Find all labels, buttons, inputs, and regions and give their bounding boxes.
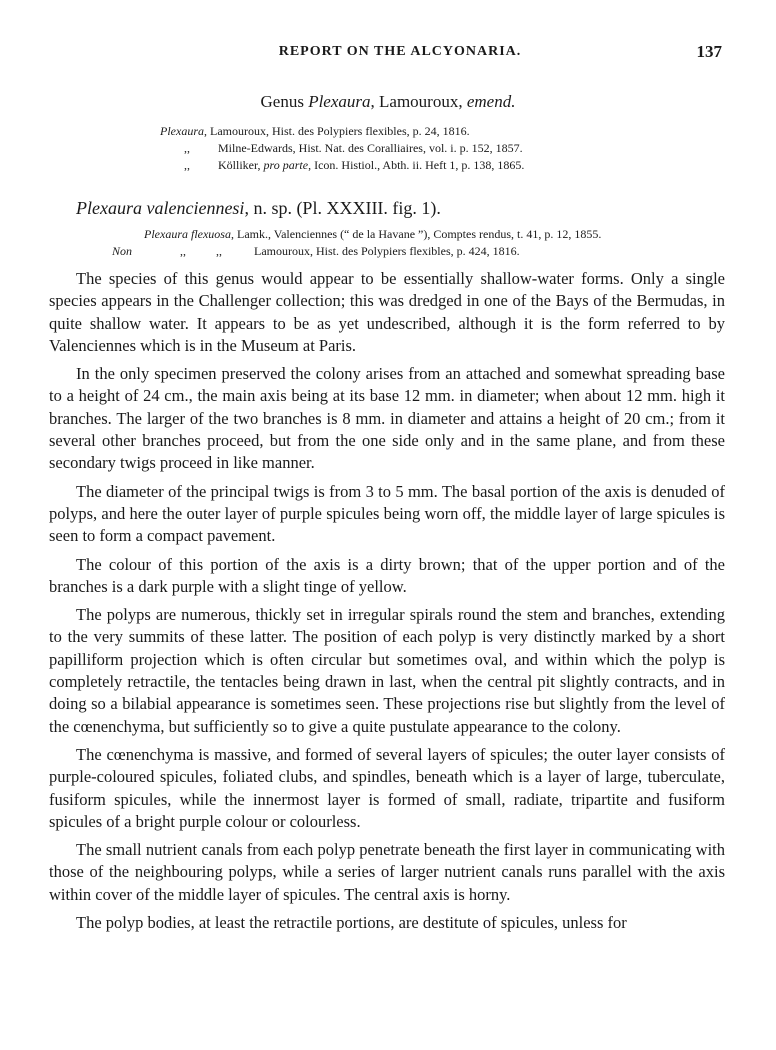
genus-emend: emend. — [466, 92, 516, 111]
genus-synonym-3 — [184, 158, 524, 173]
synonym-text: Kölliker, — [218, 158, 264, 172]
non-label: Non — [112, 244, 133, 258]
species-heading — [76, 198, 441, 219]
synonym-text: Milne-Edwards, Hist. Nat. des Coralliaires, vol. i. p. 152, 1857. — [218, 141, 523, 155]
running-title: REPORT ON THE ALCYONARIA. — [278, 44, 522, 59]
paragraph: The cœnenchyma is massive, and formed of several layers of spicules; the outer layer consists of purple-coloured spicules, foliated clubs, and spindles, beneath which is a layer of large, tuberculate, fusiform spicules, while the innermost layer is formed of small, radiate, tripartite and fusiform spicules of a bright purple colour or colourless. — [49, 744, 725, 831]
ditto-marks: ,, ,, — [180, 244, 222, 258]
genus-name: Plexaura — [308, 92, 371, 111]
species-synonym-1 — [144, 227, 601, 242]
ditto-marks: ,, — [184, 141, 190, 155]
synonym-text: Lamouroux, Hist. des Polypiers flexibles, p. 424, 1816. — [254, 244, 520, 258]
synonym-tail: , Icon. Histiol., Abth. ii. Heft 1, p. 138, 1865. — [308, 158, 525, 172]
paragraph: The polyps are numerous, thickly set in irregular spirals round the stem and branches, extending to the very summits of these latter. The position of each polyp is very distinctly marked by a short papilliform projection which is often circular but sometimes oval, and within which the polyp is completely retractile, the tentacles being drawn in last, when the central pit slightly contracts, and in doing so a bilabial appearance is sometimes seen. These projections rise but slightly from the level of the cœnenchyma, but sufficiently so to give a quite pustulate appearance to the colony. — [49, 605, 725, 736]
genus-heading — [0, 92, 776, 112]
synonym-italic: pro parte — [263, 158, 309, 172]
genus-prefix: Genus — [260, 92, 309, 111]
page-number: 137 — [696, 42, 722, 61]
synonym-text: , Lamouroux, Hist. des Polypiers flexibles, p. 24, 1816. — [204, 124, 470, 138]
synonym-name: Plexaura — [160, 124, 204, 138]
species-rest: , n. sp. (Pl. XXXIII. fig. 1). — [244, 198, 441, 218]
genus-synonym-2 — [184, 141, 523, 156]
paragraph: The species of this genus would appear to be essentially shallow-water forms. Only a single species appears in the Challenger collection; this was dredged in one of the Bays of the Bermudas, in quite shallow water. It appears to be as yet undescribed, although it is the form referred to by Valenciennes which is in the Museum at Paris. — [49, 269, 725, 355]
genus-authority: , Lamouroux, — [370, 92, 467, 111]
paragraph: The small nutrient canals from each polyp penetrate beneath the first layer in communicating with those of the neighbouring polyps, while a series of larger nutrient canals runs parallel with the axis within cover of the middle layer of spicules. The central axis is horny. — [49, 840, 725, 904]
paragraph: In the only specimen preserved the colony arises from an attached and somewhat spreading base to a height of 24 cm., the main axis being at its base 12 mm. in diameter; when about 12 mm. high it branches. The larger of the two branches is 8 mm. in diameter and attains a height of 20 cm.; from it several other branches proceed, but from the one side only and in the same plane, and from these secondary twigs proceed in like manner. — [49, 364, 725, 473]
paragraph: The polyp bodies, at least the retractile portions, are destitute of spicules, unless for — [76, 913, 627, 933]
body-text — [49, 268, 725, 934]
ditto-marks: ,, — [184, 158, 190, 172]
genus-synonym-1 — [160, 124, 470, 139]
paragraph: The colour of this portion of the axis is a dirty brown; that of the upper portion and of the branches is a dark purple with a slight tinge of yellow. — [49, 554, 725, 596]
species-synonym-2 — [112, 244, 520, 259]
synonym-text: , Lamk., Valenciennes (“ de la Havane ”), Comptes rendus, t. 41, p. 12, 1855. — [230, 227, 602, 241]
species-name: Plexaura valenciennesi — [76, 198, 245, 218]
paragraph: The diameter of the principal twigs is from 3 to 5 mm. The basal portion of the axis is denuded of polyps, and here the outer layer of purple spicules being worn off, the middle layer of large spicules is seen to form a compact pavement. — [49, 481, 725, 546]
synonym-name: Plexaura flexuosa — [144, 227, 231, 241]
